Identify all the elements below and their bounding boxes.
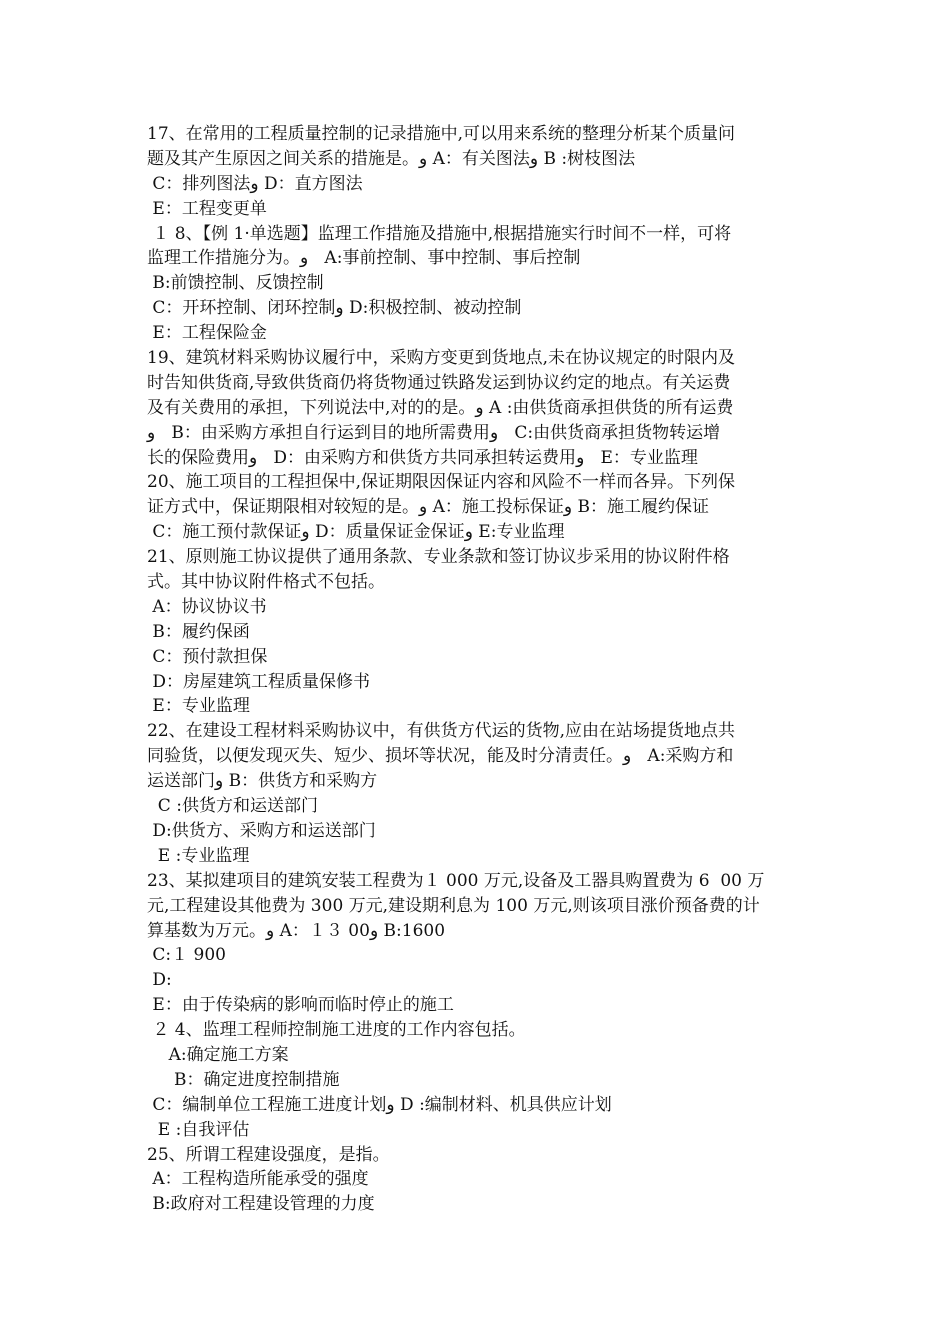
text-line: 21、原则施工协议提供了通用条款、专业条款和签订协议步采用的协议附件格 — [147, 547, 730, 568]
text-line: B:政府对工程建设管理的力度 — [147, 1194, 375, 1215]
text-line: 22、在建设工程材料采购协议中，有供货方代运的货物,应由在站场提货地点共 — [147, 721, 736, 742]
text-line: 20、施工项目的工程担保中,保证期限因保证内容和风险不一样而各异。下列保 — [147, 472, 736, 493]
text-line: 长的保险费用و D：由采购方和供货方共同承担转运费用و E：专业监理 — [147, 447, 698, 468]
text-line: A：工程构造所能承受的强度 — [147, 1169, 369, 1190]
text-line: 运送部门و B：供货方和采购方 — [147, 771, 378, 792]
text-line: B：确定进度控制措施 — [147, 1069, 340, 1090]
text-line: C：预付款担保 — [147, 646, 268, 667]
text-line: 25、所谓工程建设强度，是指。 — [147, 1144, 390, 1165]
text-line: E：工程保险金 — [147, 323, 267, 344]
text-line: C：编制单位工程施工进度计划و D :编制材料、机具供应计划 — [147, 1094, 612, 1115]
text-line: B:前馈控制、反馈控制 — [147, 273, 324, 294]
text-line: E：专业监理 — [147, 696, 250, 717]
text-line: 17、在常用的工程质量控制的记录措施中,可以用来系统的整理分析某个质量问 — [147, 124, 736, 144]
text-line: D：房屋建筑工程质量保修书 — [147, 671, 371, 692]
text-line: 监理工作措施分为。و A:事前控制、事中控制、事后控制 — [147, 248, 581, 269]
text-line: 同验货，以便发现灭失、短少、损坏等状况，能及时分清责任。و A:采购方和 — [147, 746, 734, 767]
text-line: D: — [147, 970, 172, 991]
text-line: و B：由采购方承担自行运到目的地所需费用و C:由供货商承担货物转运增 — [147, 422, 721, 443]
text-line: C:１ 900 — [147, 945, 226, 966]
text-line: E：工程变更单 — [147, 198, 267, 219]
text-line: ２ 4、监理工程师控制施工进度的工作内容包括。 — [147, 1020, 526, 1041]
text-line: E :自我评估 — [147, 1119, 250, 1140]
text-line: C：施工预付款保证و D：质量保证金保证و E:专业监理 — [147, 522, 565, 543]
text-line: １ 8、【例 1·单选题】监理工作措施及措施中,根据措施实行时间不一样，可将 — [147, 223, 732, 244]
text-line: 19、建筑材料采购协议履行中，采购方变更到货地点,未在协议规定的时限内及 — [147, 348, 736, 369]
text-line: 题及其产生原因之间关系的措施是。و A：有关图法و B :树枝图法 — [147, 148, 636, 169]
text-line: A:确定施工方案 — [147, 1044, 289, 1065]
text-line: 元,工程建设其他费为 300 万元,建设期利息为 100 万元,则该项目涨价预备费的计 — [147, 895, 760, 916]
text-line: 23、某拟建项目的建筑安装工程费为１ 000 万元,设备及工器具购置费为 6 00 万 — [147, 870, 765, 891]
text-line: E：由于传染病的影响而临时停止的施工 — [147, 995, 454, 1016]
text-line: 证方式中，保证期限相对较短的是。و A：施工投标保证و B：施工履约保证 — [147, 497, 710, 518]
text-line: 及有关费用的承担，下列说法中,对的的是。و A :由供货商承担供货的所有运费 — [147, 397, 734, 418]
text-line: 算基数为万元。و A：１３ 00و B:1600 — [147, 920, 446, 941]
text-line: E :专业监理 — [147, 845, 250, 866]
text-line: B：履约保函 — [147, 621, 250, 642]
text-line: C：开环控制、闭环控制و D:积极控制、被动控制 — [147, 298, 522, 319]
document-body — [147, 122, 809, 1217]
text-line: 式。其中协议附件格式不包括。 — [147, 572, 385, 593]
text-line: 时告知供货商,导致供货商仍将货物通过铁路发运到协议约定的地点。有关运费 — [147, 372, 731, 393]
text-line: A：协议协议书 — [147, 596, 267, 617]
text-line: D:供货方、采购方和运送部门 — [147, 820, 376, 841]
text-line: C：排列图法و D：直方图法 — [147, 173, 363, 194]
text-line: C :供货方和运送部门 — [147, 796, 318, 817]
